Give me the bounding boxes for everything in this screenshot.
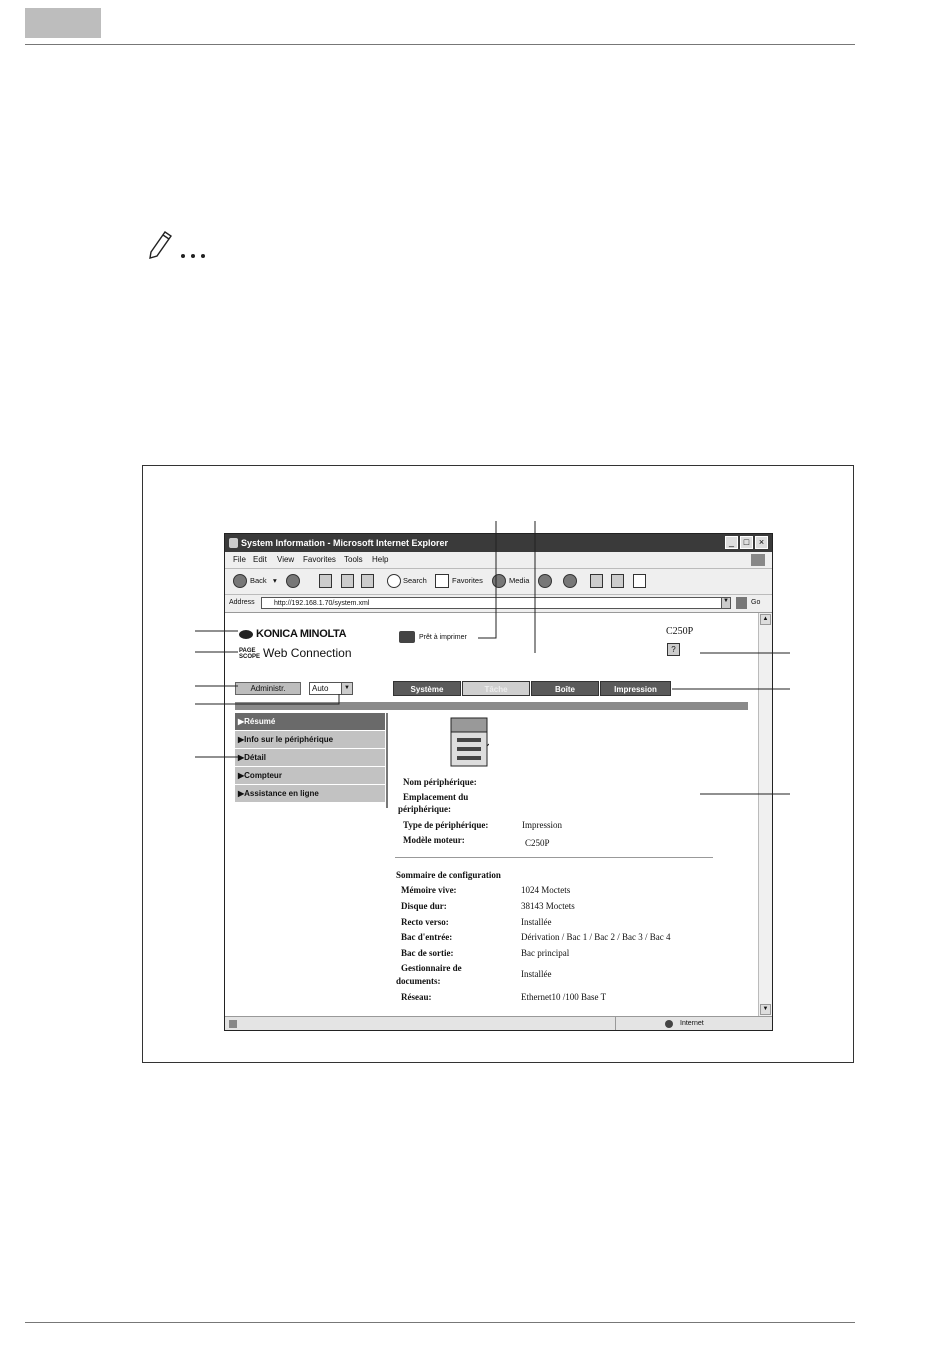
language-select[interactable] — [309, 682, 353, 695]
side-menu-divider — [386, 713, 388, 808]
favorites-button[interactable]: Favorites — [452, 576, 483, 585]
back-arrow-icon[interactable] — [233, 574, 247, 588]
close-button[interactable]: × — [755, 536, 768, 549]
pagescope-word-2: SCOPE — [239, 653, 261, 660]
config-value-ram: 1024 Moctets — [521, 885, 571, 895]
status-bar — [225, 1016, 772, 1031]
status-text: Prêt à imprimer — [419, 633, 467, 641]
device-type-value: Impression — [522, 820, 562, 830]
menu-file[interactable]: File — [233, 555, 246, 564]
pagescope-icon — [239, 648, 260, 660]
search-button[interactable]: Search — [403, 576, 427, 585]
menu-bar — [225, 552, 772, 569]
media-button[interactable]: Media — [509, 576, 530, 585]
internet-globe-icon — [665, 1020, 673, 1028]
product-name: Web Connection — [263, 646, 352, 660]
mail-icon[interactable] — [563, 574, 577, 588]
printer-device-image — [449, 716, 489, 768]
discuss-icon[interactable] — [633, 574, 646, 588]
stop-icon[interactable] — [319, 574, 332, 588]
side-item-detail[interactable]: ▶Détail — [235, 749, 385, 767]
status-separator — [615, 1017, 616, 1031]
side-item-info-peripherique[interactable]: ▶Info sur le périphérique — [235, 731, 385, 749]
config-label-doc-manager-2: documents: — [396, 976, 441, 986]
minimize-button[interactable]: _ — [725, 536, 738, 549]
config-label-output-tray: Bac de sortie: — [401, 948, 454, 958]
config-value-output-tray: Bac principal — [521, 948, 570, 958]
admin-login-button[interactable]: Administr. — [235, 682, 301, 695]
print-icon[interactable] — [590, 574, 603, 588]
forward-arrow-icon[interactable] — [286, 574, 300, 588]
side-item-assistance[interactable]: ▶Assistance en ligne — [235, 785, 385, 803]
browser-window — [224, 533, 773, 1031]
device-type-label: Type de périphérique: — [403, 820, 489, 830]
config-value-duplex: Installée — [521, 917, 552, 927]
tab-impression[interactable]: Impression — [600, 681, 671, 696]
konica-globe-icon — [239, 630, 253, 639]
model-name: C250P — [666, 626, 694, 637]
side-item-compteur[interactable]: ▶Compteur — [235, 767, 385, 785]
menu-view[interactable]: View — [277, 555, 295, 564]
back-button[interactable]: Back — [250, 576, 267, 585]
back-dropdown-icon[interactable]: ▾ — [273, 576, 277, 585]
top-rule — [25, 44, 855, 45]
maximize-button[interactable]: □ — [740, 536, 753, 549]
go-button[interactable]: Go — [751, 599, 761, 606]
brand-name: KONICA MINOLTA — [256, 628, 347, 640]
tab-tache[interactable]: Tâche — [462, 681, 530, 696]
printer-status-icon — [399, 631, 415, 643]
scroll-up-icon[interactable]: ▲ — [760, 614, 771, 625]
config-value-network: Ethernet10 /100 Base T — [521, 992, 607, 1002]
config-label-input-tray: Bac d'entrée: — [401, 932, 453, 942]
chevron-down-icon[interactable]: ▼ — [341, 683, 352, 694]
history-icon[interactable] — [538, 574, 552, 588]
config-heading: Sommaire de configuration — [396, 870, 501, 880]
menu-tools[interactable]: Tools — [344, 555, 363, 564]
config-value-disk: 38143 Moctets — [521, 901, 575, 911]
tab-systeme[interactable]: Système — [393, 681, 461, 696]
search-icon[interactable] — [387, 574, 401, 588]
ie-window-icon — [229, 538, 238, 548]
toolbar — [225, 569, 772, 595]
address-input[interactable]: http://192.168.1.70/system.xml — [261, 597, 731, 609]
page-corner-tab — [25, 8, 101, 38]
menu-favorites[interactable]: Favorites — [303, 555, 336, 564]
tab-underline-bar — [235, 702, 748, 710]
menu-edit[interactable]: Edit — [253, 555, 267, 564]
config-value-doc-manager: Installée — [521, 969, 552, 979]
config-label-doc-manager: Gestionnaire de — [401, 963, 462, 973]
pagescope-logo — [239, 646, 352, 660]
device-name-label: Nom périphérique: — [403, 777, 477, 787]
config-label-ram: Mémoire vive: — [401, 885, 457, 895]
config-label-duplex: Recto verso: — [401, 917, 449, 927]
language-value: Auto — [312, 684, 329, 693]
device-status — [399, 631, 467, 643]
config-label-disk: Disque dur: — [401, 901, 447, 911]
help-button[interactable]: ? — [667, 643, 680, 656]
config-label-network: Réseau: — [401, 992, 432, 1002]
tab-boite[interactable]: Boîte — [531, 681, 599, 696]
windows-logo-icon — [751, 554, 765, 566]
address-dropdown-icon[interactable]: ▼ — [721, 597, 731, 609]
config-value-input-tray: Dérivation / Bac 1 / Bac 2 / Bac 3 / Bac 4 — [521, 932, 671, 942]
device-location-label-2: périphérique: — [398, 804, 451, 814]
bottom-rule — [25, 1322, 855, 1323]
refresh-icon[interactable] — [341, 574, 354, 588]
konica-minolta-logo — [239, 628, 346, 640]
menu-help[interactable]: Help — [372, 555, 389, 564]
title-bar — [225, 534, 772, 552]
go-arrow-icon[interactable] — [736, 597, 747, 609]
media-icon[interactable] — [492, 574, 506, 588]
side-item-resume[interactable]: ▶Résumé — [235, 713, 385, 731]
engine-model-label: Modèle moteur: — [403, 835, 465, 845]
window-title: System Information - Microsoft Internet Explorer — [241, 538, 449, 548]
device-location-label: Emplacement du — [403, 792, 469, 802]
page-content — [225, 613, 758, 1016]
edit-icon[interactable] — [611, 574, 624, 588]
side-menu — [235, 713, 385, 803]
vertical-scrollbar[interactable] — [758, 613, 772, 1016]
address-label: Address — [229, 599, 255, 606]
status-zone-text: Internet — [680, 1020, 704, 1027]
favorites-star-icon[interactable] — [435, 574, 449, 588]
scroll-down-icon[interactable]: ▼ — [760, 1004, 771, 1015]
address-bar — [225, 595, 772, 613]
home-icon[interactable] — [361, 574, 374, 588]
note-pencil-icon — [145, 226, 215, 262]
page-status-icon — [229, 1020, 237, 1028]
config-divider — [395, 857, 713, 858]
engine-model-value: C250P — [525, 838, 550, 848]
pagescope-word-1: PAGE — [239, 647, 256, 654]
